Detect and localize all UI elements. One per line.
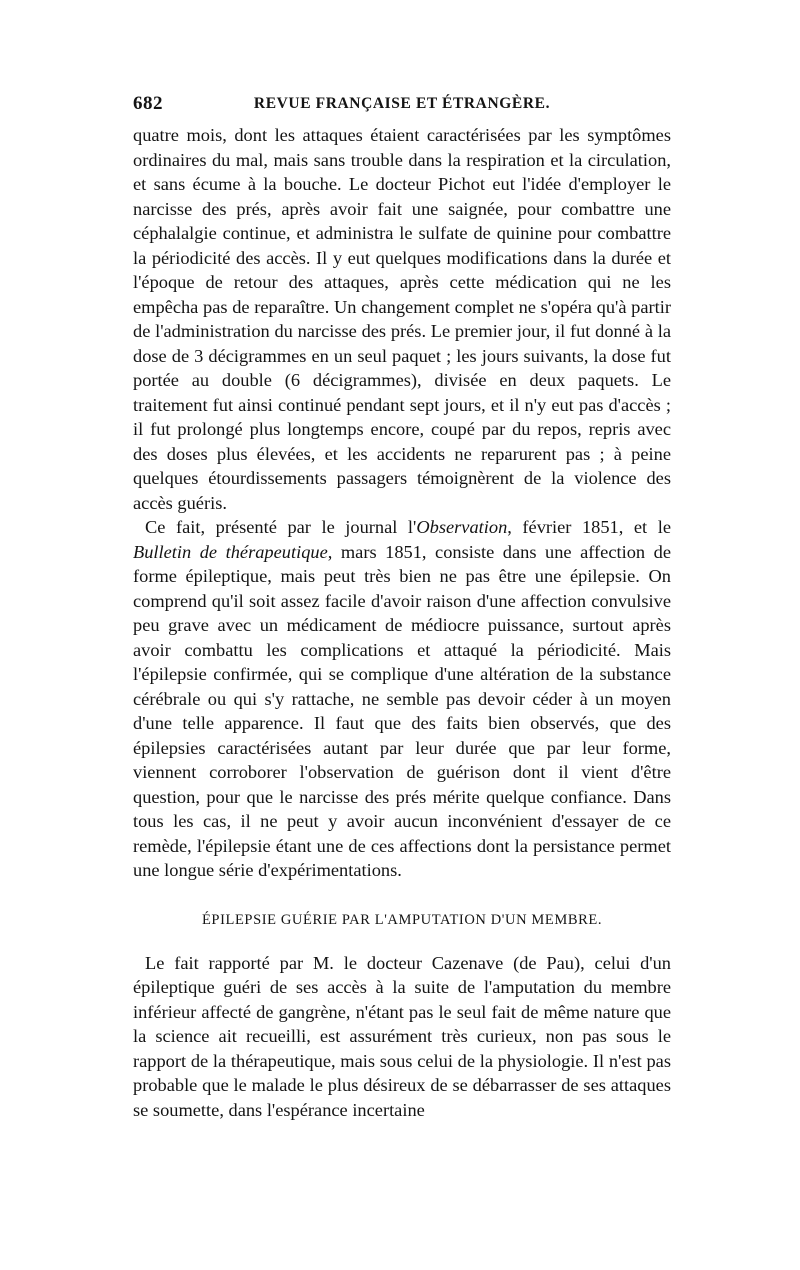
paragraph-text: , février 1851, et le [507,517,671,537]
paragraph-continued: quatre mois, dont les attaques étaient caractérisées par les symptômes ordinaires du mal, mais sans trouble dans la respiration et la circulation, et sans écume à la bouche. Le docteur Pichot eut l'idée d'employer le narcisse des prés, après avoir fait une saignée, pour combattre une céphalalgie continue, et administra le sulfate de quinine pour combattre la périodicité des accès. Il y eut quelques modifications dans la durée et l'époque de retour des attaques, après cette médication qui ne les empêcha pas de reparaître. Un changement complet ne s'opéra qu'à partir de l'administration du narcisse des prés. Le premier jour, il fut donné à la dose de 3 décigrammes en un seul paquet ; les jours suivants, la dose fut portée au double (6 décigrammes), divisée en deux paquets. Le traitement fut ainsi continué pendant sept jours, et il n'y eut pas d'accès ; il fut prolongé plus longtemps encore, coupé par du repos, repris avec des doses plus élevées, et les accidents ne reparurent pas ; à peine quelques étourdissements passagers témoignèrent de la violence des accès guéris. [133,125,671,513]
journal-title-bulletin: Bulletin de thérapeutique [133,541,328,562]
paragraph-observation [133,515,671,883]
running-head [133,93,671,119]
page-number: 682 [133,93,163,114]
book-page [133,93,671,1122]
section-heading: ÉPILEPSIE GUÉRIE PAR L'AMPUTATION D'UN MEMBRE. [201,911,603,928]
paragraph-amputation: Le fait rapporté par M. le docteur Cazenave (de Pau), celui d'un épileptique guéri de ses accès à la suite de l'amputation du membre inférieur affecté de gangrène, n'étant pas le seul fait de même nature que la science ait recueilli, est assurément très curieux, non pas sous le rapport de la thérapeutique, mais sous celui de la physiologie. Il n'est pas probable que le malade le plus désireux de se débarrasser de ses attaques se soumette, dans l'espérance incertaine [133,952,671,1120]
paragraph-text: Ce fait, présenté par le journal l' [145,517,417,537]
body-text [133,123,671,1122]
paragraph-text: , mars 1851, consiste dans une affection de forme épileptique, mais peut très bien ne pas être une épilepsie. On comprend qu'il soit assez facile d'avoir raison d'une affection convulsive peu grave avec un médicament de médiocre puissance, surtout après avoir combattu les complications et attaqué la périodicité. Mais l'épilepsie confirmée, qui se complique d'une altération de la substance cérébrale ou qui s'y rattache, ne semble pas devoir céder à un moyen d'une telle apparence. Il faut que des faits bien observés, que des épilepsies caractérisées autant par leur durée que par leur forme, viennent corroborer l'observation de guérison dont il vient d'être question, pour que le narcisse des prés mérite quelque confiance. Dans tous les cas, il ne peut y avoir aucun inconvénient d'essayer de ce remède, l'épilepsie étant une de ces affections dont la persistance permet une longue série d'expérimentations. [133,541,671,880]
running-title: REVUE FRANÇAISE ET ÉTRANGÈRE. [253,95,551,112]
journal-title-observation: Observation [416,517,508,537]
